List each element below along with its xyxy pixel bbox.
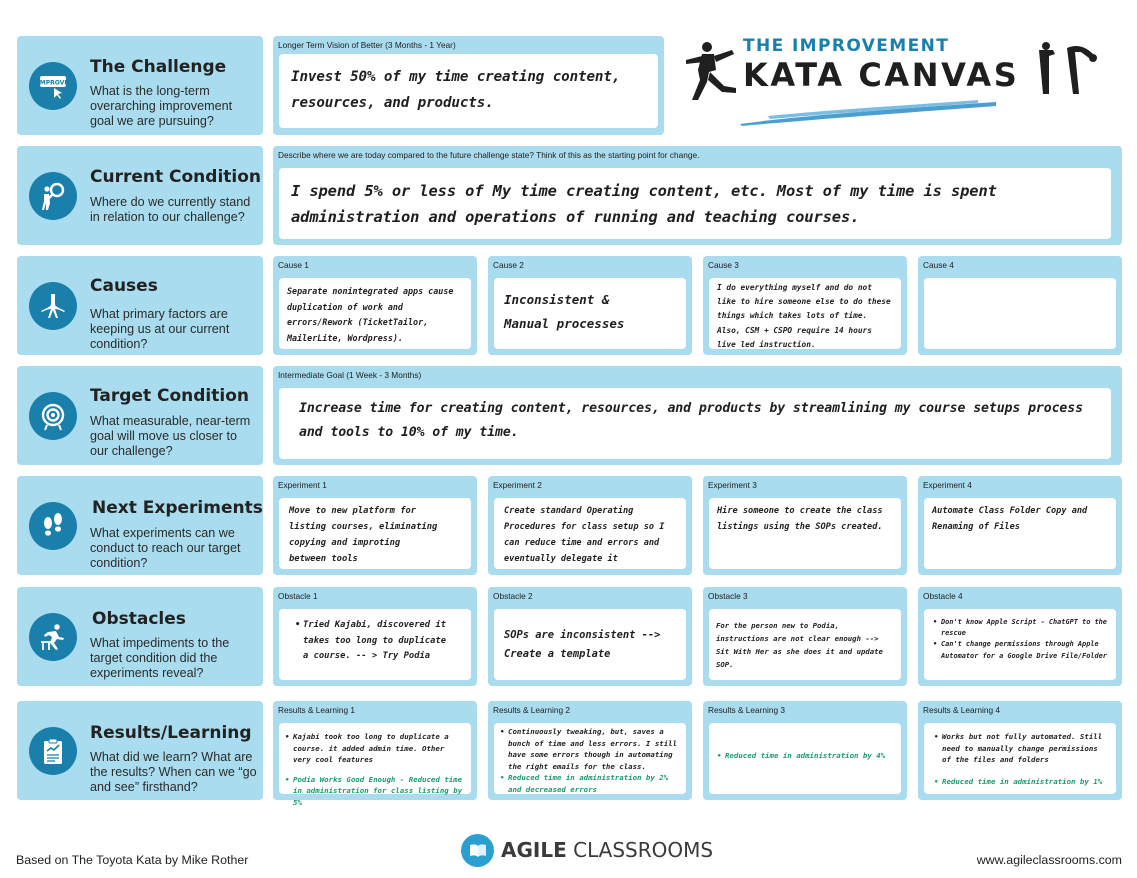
- result-4-card[interactable]: [924, 723, 1116, 794]
- experiments-title: Next Experiments: [92, 498, 263, 518]
- challenge-desc: What is the long-term overarching improvement goal we are pursuing?: [90, 84, 233, 128]
- roots-icon: [29, 282, 77, 330]
- footer-url[interactable]: www.agileclassrooms.com: [976, 853, 1122, 867]
- obstacle-2-label: Obstacle 2: [493, 591, 533, 601]
- obstacle-1-card[interactable]: [279, 609, 471, 680]
- cause-panel-1: [273, 256, 477, 355]
- challenge-panel: [273, 36, 664, 135]
- result-1-label: Results & Learning 1: [278, 705, 356, 715]
- cause-1-label: Cause 1: [278, 260, 309, 270]
- challenge-card[interactable]: [279, 54, 658, 128]
- brand-light: CLASSROOMS: [566, 838, 714, 862]
- obstacle-3-card[interactable]: [709, 609, 901, 680]
- results-title: Results/Learning: [90, 723, 252, 743]
- causes-desc: What primary factors are keeping us at our current condition?: [90, 307, 230, 351]
- challenge-label: Longer Term Vision of Better (3 Months - 1 Year): [278, 40, 456, 50]
- result-1-body: [283, 731, 466, 808]
- result-4-bullet-2: • Reduced time in administration by 1%: [932, 776, 1104, 788]
- obstacles-title: Obstacles: [92, 609, 186, 629]
- obstacle-panel-3: [703, 587, 907, 686]
- experiment-panel-1: [273, 476, 477, 575]
- experiment-4-text: Automate Class Folder Copy and Renaming of Files: [932, 506, 1088, 532]
- kata-logo: [680, 36, 1120, 128]
- section-current-condition: [17, 146, 263, 245]
- result-1-card[interactable]: [279, 723, 471, 807]
- logo-title-line2: KATA CANVAS: [743, 56, 1020, 94]
- cause-2-label: Cause 2: [493, 260, 524, 270]
- svg-text:IMPROVE: IMPROVE: [38, 79, 68, 86]
- result-2-bullet-1: • Continuously tweaking, but, saves a bunch of time and less errors. I still have some errors though in automating the right emails for the class.: [498, 726, 681, 772]
- experiment-3-text: Hire someone to create the class listings using the SOPs created.: [717, 506, 883, 532]
- result-4-body: [932, 731, 1104, 787]
- target-icon: [29, 392, 77, 440]
- footprints-icon: [29, 502, 77, 550]
- current-desc: Where do we currently stand in relation to our challenge?: [90, 195, 251, 224]
- magnifier-person-icon: [29, 172, 77, 220]
- obstacle-4-bullet-2: • Can't change permissions through Apple Automator for a Google Drive File/Folder: [931, 639, 1111, 661]
- challenge-title: The Challenge: [90, 57, 227, 77]
- result-4-label: Results & Learning 4: [923, 705, 1001, 715]
- obstacle-1-text: • Tried Kajabi, discovered it takes too long to duplicate a course. -- > Try Podia: [293, 618, 451, 665]
- result-1-bullet-1: • Kajabi took too long to duplicate a course. it added admin time. Other very cool features: [283, 731, 466, 766]
- result-1-bullet-2: • Podia Works Good Enough - Reduced time in administration for class listing by 5%: [283, 774, 466, 809]
- result-2-body: [498, 726, 681, 795]
- brand-bold: AGILE: [501, 838, 567, 862]
- obstacle-4-card[interactable]: [924, 609, 1116, 680]
- experiment-1-label: Experiment 1: [278, 480, 327, 490]
- obstacle-4-label: Obstacle 4: [923, 591, 963, 601]
- improve-sign-icon: [29, 62, 77, 110]
- experiments-desc: What experiments can we conduct to reach our target condition?: [90, 526, 241, 570]
- experiment-2-label: Experiment 2: [493, 480, 542, 490]
- cause-2-text: Inconsistent & Manual processes: [504, 292, 625, 331]
- cause-3-card[interactable]: [709, 278, 901, 349]
- target-title: Target Condition: [90, 386, 249, 406]
- obstacle-2-card[interactable]: [494, 609, 686, 680]
- result-3-bullet-1: • Reduced time in administration by 4%: [715, 750, 896, 762]
- result-4-bullet-1: • Works but not fully automated. Still need to manually change permissions of the files and folders: [932, 731, 1104, 766]
- obstacle-panel-2: [488, 587, 692, 686]
- section-challenge: [17, 36, 263, 135]
- cause-panel-3: [703, 256, 907, 355]
- agile-classrooms-logo[interactable]: [461, 832, 713, 868]
- experiment-3-card[interactable]: [709, 498, 901, 569]
- result-2-label: Results & Learning 2: [493, 705, 571, 715]
- brush-stroke: [738, 96, 998, 126]
- hurdle-runner-icon: [29, 613, 77, 661]
- result-panel-4: [918, 701, 1122, 800]
- cause-4-label: Cause 4: [923, 260, 954, 270]
- cause-panel-2: [488, 256, 692, 355]
- target-desc: What measurable, near-term goal will move us closer to our challenge?: [90, 414, 251, 458]
- experiment-panel-3: [703, 476, 907, 575]
- obstacle-2-text: SOPs are inconsistent --> Create a template: [504, 629, 661, 660]
- bowing-figures-icon: [1035, 42, 1115, 102]
- result-3-body: [715, 750, 896, 762]
- logo-title-line1: THE IMPROVEMENT: [743, 36, 950, 56]
- obstacle-panel-1: [273, 587, 477, 686]
- cause-3-text: I do everything myself and do not like to hire someone else to do these things which takes lots of time. Also, CSM + CSPO require 14 hours live led instruction.: [717, 283, 891, 349]
- section-obstacles: [17, 587, 263, 686]
- footer-credit: Based on The Toyota Kata by Mike Rother: [16, 853, 249, 867]
- cause-panel-4: [918, 256, 1122, 355]
- target-panel: [273, 366, 1122, 465]
- book-icon: [461, 834, 494, 867]
- experiment-3-label: Experiment 3: [708, 480, 757, 490]
- target-label: Intermediate Goal (1 Week - 3 Months): [278, 370, 422, 380]
- target-card[interactable]: [279, 388, 1111, 459]
- result-panel-2: [488, 701, 692, 800]
- clipboard-chart-icon: [29, 727, 77, 775]
- section-causes: [17, 256, 263, 355]
- section-next-experiments: [17, 476, 263, 575]
- cause-3-label: Cause 3: [708, 260, 739, 270]
- current-label: Describe where we are today compared to the future challenge state? Think of this as the starting point for change.: [278, 150, 700, 160]
- experiment-panel-4: [918, 476, 1122, 575]
- current-card[interactable]: [279, 168, 1111, 239]
- current-text: I spend 5% or less of My time creating content, etc. Most of my time is spent administration and operations of running and teaching courses.: [291, 182, 997, 226]
- section-results-learning: [17, 701, 263, 800]
- obstacle-4-bullet-1: • Don't know Apple Script - ChatGPT to the rescue: [931, 617, 1111, 639]
- experiment-2-card[interactable]: [494, 498, 686, 569]
- current-title: Current Condition: [90, 167, 262, 187]
- karate-figure-icon: [680, 40, 740, 102]
- obstacle-4-body: [931, 617, 1111, 662]
- result-3-card[interactable]: [709, 723, 901, 794]
- result-2-card[interactable]: [494, 723, 686, 794]
- obstacles-desc: What impediments to the target condition did the experiments reveal?: [90, 636, 230, 680]
- experiment-panel-2: [488, 476, 692, 575]
- cause-1-card[interactable]: [279, 278, 471, 349]
- experiment-1-card[interactable]: [279, 498, 471, 569]
- obstacle-1-body: [293, 618, 451, 665]
- result-2-bullet-2: • Reduced time in administration by 2% and decreased errors: [498, 772, 681, 795]
- experiment-4-card[interactable]: [924, 498, 1116, 569]
- section-target-condition: [17, 366, 263, 465]
- experiment-4-label: Experiment 4: [923, 480, 972, 490]
- obstacle-3-text: For the person new to Podia, instructions are not clear enough --> Sit With Her as she does it and update SOP.: [716, 621, 883, 669]
- results-desc: What did we learn? What are the results? When can we “go and see” firsthand?: [90, 750, 257, 794]
- target-text: Increase time for creating content, resources, and products by streamlining my course setups process and tools to 10% of my time.: [299, 401, 1083, 440]
- causes-title: Causes: [90, 276, 158, 296]
- cause-1-text: Separate nonintegrated apps cause duplication of work and errors/Rework (TicketTailor, MailerLite, Wordpress).: [287, 286, 454, 343]
- result-panel-3: [703, 701, 907, 800]
- result-panel-1: [273, 701, 477, 807]
- experiment-2-text: Create standard Operating Procedures for class setup so I can reduce time and errors and eventually delegate it: [504, 506, 665, 564]
- cause-2-card[interactable]: [494, 278, 686, 349]
- current-panel: [273, 146, 1122, 245]
- cause-4-card[interactable]: [924, 278, 1116, 349]
- obstacle-3-label: Obstacle 3: [708, 591, 748, 601]
- result-3-label: Results & Learning 3: [708, 705, 786, 715]
- challenge-text: Invest 50% of my time creating content, resources, and products.: [291, 69, 621, 111]
- experiment-1-text: Move to new platform for listing courses, eliminating copying and improting between tools: [289, 506, 438, 564]
- obstacle-1-label: Obstacle 1: [278, 591, 318, 601]
- obstacle-panel-4: [918, 587, 1122, 686]
